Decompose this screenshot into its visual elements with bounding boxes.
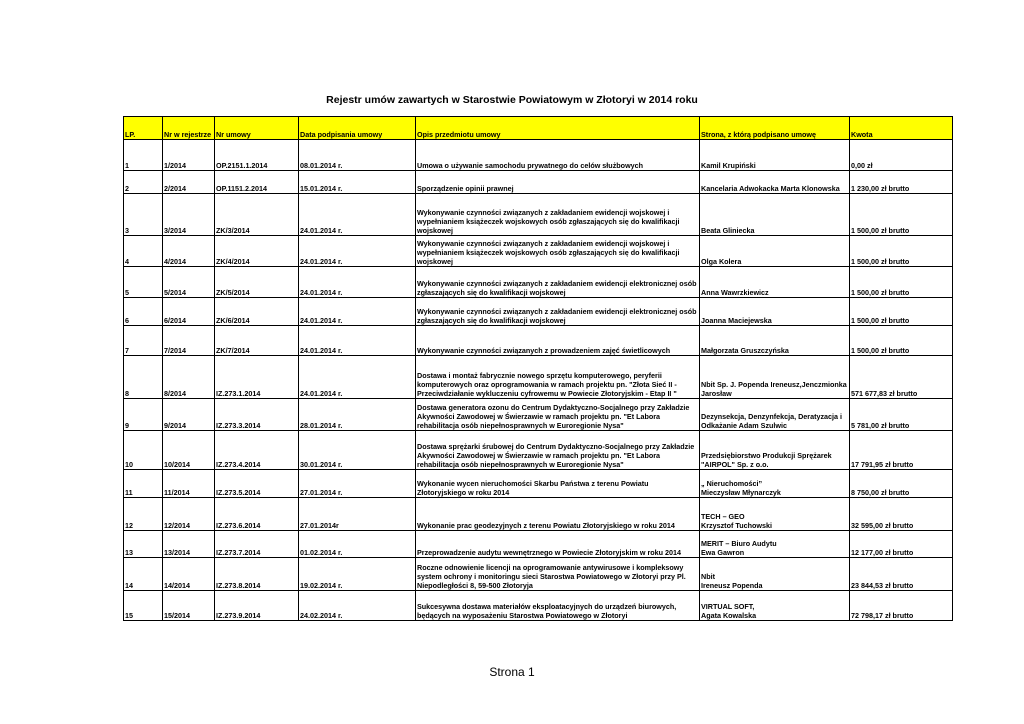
page-number: Strona 1: [489, 665, 535, 679]
table-row: [124, 431, 953, 470]
header-opis: Opis przedmiotu umowy: [416, 117, 700, 140]
cell-opis: Wykonywanie czynności związanych z zakładaniem ewidencji wojskowej i wypełnianiem książeczek wojskowych osób zgłaszających się do kwalifikacji wojskowej: [416, 236, 700, 267]
table-row: [124, 356, 953, 399]
cell-nr-rejestr: 3/2014: [163, 194, 215, 236]
cell-nr-umowy: ZK/4/2014: [215, 236, 299, 267]
cell-nr-rejestr: 11/2014: [163, 470, 215, 498]
cell-opis: Przeprowadzenie audytu wewnętrznego w Powiecie Złotoryjskim w roku 2014: [416, 531, 700, 558]
cell-kwota: 23 844,53 zł brutto: [850, 558, 953, 591]
cell-data: 24.01.2014 r.: [299, 326, 416, 356]
cell-opis: Wykonanie wycen nieruchomości Skarbu Państwa z terenu Powiatu Złotoryjskiego w roku 2014: [416, 470, 700, 498]
cell-strona: Joanna Maciejewska: [700, 298, 850, 326]
cell-strona: Nbit Ireneusz Popenda: [700, 558, 850, 591]
cell-data: 27.01.2014r: [299, 498, 416, 531]
cell-strona: Anna Wawrzkiewicz: [700, 267, 850, 298]
table-row: [124, 171, 953, 194]
cell-nr-rejestr: 12/2014: [163, 498, 215, 531]
table-row: [124, 298, 953, 326]
cell-data: 15.01.2014 r.: [299, 171, 416, 194]
table-row: [124, 591, 953, 621]
table-header-row: [124, 117, 953, 140]
cell-kwota: 0,00 zł: [850, 140, 953, 171]
cell-kwota: 32 595,00 zł brutto: [850, 498, 953, 531]
cell-lp: 5: [124, 267, 163, 298]
cell-kwota: 1 500,00 zł brutto: [850, 194, 953, 236]
cell-nr-rejestr: 6/2014: [163, 298, 215, 326]
cell-lp: 7: [124, 326, 163, 356]
header-kwota: Kwota: [850, 117, 953, 140]
cell-nr-rejestr: 4/2014: [163, 236, 215, 267]
contracts-table: [123, 116, 953, 621]
cell-data: 30.01.2014 r.: [299, 431, 416, 470]
cell-lp: 2: [124, 171, 163, 194]
cell-kwota: 571 677,83 zł brutto: [850, 356, 953, 399]
cell-lp: 15: [124, 591, 163, 621]
cell-strona: Dezynsekcja, Denzynfekcja, Deratyzacja i Odkażanie Adam Szulwic: [700, 399, 850, 431]
table-row: [124, 558, 953, 591]
cell-opis: Roczne odnowienie licencji na oprogramowanie antywirusowe i kompleksowy system ochrony i monitoringu sieci Starostwa Powiatowego w Złotoryi przy Pl. Niepodległości 8, 59-500 Złotoryja: [416, 558, 700, 591]
cell-nr-umowy: IZ.273.3.2014: [215, 399, 299, 431]
cell-lp: 4: [124, 236, 163, 267]
cell-kwota: 1 230,00 zł brutto: [850, 171, 953, 194]
table-row: [124, 194, 953, 236]
cell-nr-umowy: IZ.273.6.2014: [215, 498, 299, 531]
cell-data: 28.01.2014 r.: [299, 399, 416, 431]
cell-lp: 1: [124, 140, 163, 171]
header-nr-rejestr: Nr w rejestrze: [163, 117, 215, 140]
header-nr-umowy: Nr umowy: [215, 117, 299, 140]
cell-opis: Umowa o używanie samochodu prywatnego do celów służbowych: [416, 140, 700, 171]
cell-nr-umowy: OP.1151.2.2014: [215, 171, 299, 194]
cell-nr-rejestr: 7/2014: [163, 326, 215, 356]
cell-lp: 10: [124, 431, 163, 470]
cell-nr-rejestr: 5/2014: [163, 267, 215, 298]
cell-strona: Przedsiębiorstwo Produkcji Sprężarek "AIRPOL" Sp. z o.o.: [700, 431, 850, 470]
cell-lp: 3: [124, 194, 163, 236]
cell-kwota: 1 500,00 zł brutto: [850, 326, 953, 356]
cell-lp: 9: [124, 399, 163, 431]
cell-strona: Nbit Sp. J. Popenda Ireneusz,Jenczmionka Jarosław: [700, 356, 850, 399]
cell-nr-rejestr: 8/2014: [163, 356, 215, 399]
cell-nr-umowy: IZ.273.4.2014: [215, 431, 299, 470]
cell-nr-rejestr: 1/2014: [163, 140, 215, 171]
cell-nr-rejestr: 9/2014: [163, 399, 215, 431]
cell-data: 24.01.2014 r.: [299, 267, 416, 298]
header-lp: LP.: [124, 117, 163, 140]
cell-opis: Wykonywanie czynności związanych z zakładaniem ewidencji elektronicznej osób zgłaszających się do kwalifikacji wojskowej: [416, 267, 700, 298]
cell-nr-umowy: IZ.273.1.2014: [215, 356, 299, 399]
cell-nr-rejestr: 15/2014: [163, 591, 215, 621]
cell-strona: Kancelaria Adwokacka Marta Klonowska: [700, 171, 850, 194]
cell-lp: 11: [124, 470, 163, 498]
cell-opis: Wykonywanie czynności związanych z zakładaniem ewidencji elektronicznej osób zgłaszających się do kwalifikacji wojskowej: [416, 298, 700, 326]
cell-strona: Małgorzata Gruszczyńska: [700, 326, 850, 356]
cell-nr-rejestr: 14/2014: [163, 558, 215, 591]
cell-nr-rejestr: 13/2014: [163, 531, 215, 558]
cell-strona: Beata Gliniecka: [700, 194, 850, 236]
cell-data: 24.01.2014 r.: [299, 236, 416, 267]
cell-opis: Sukcesywna dostawa materiałów eksploatacyjnych do urządzeń biurowych, będących na wyposażeniu Starostwa Powiatowego w Złotoryi: [416, 591, 700, 621]
cell-strona: „ Nieruchomości” Mieczysław Młynarczyk: [700, 470, 850, 498]
cell-lp: 6: [124, 298, 163, 326]
cell-data: 08.01.2014 r.: [299, 140, 416, 171]
cell-kwota: 8 750,00 zł brutto: [850, 470, 953, 498]
cell-data: 24.02.2014 r.: [299, 591, 416, 621]
cell-opis: Wykonywanie czynności związanych z zakładaniem ewidencji wojskowej i wypełnianiem książeczek wojskowych osób zgłaszających się do kwalifikacji wojskowej: [416, 194, 700, 236]
table-row: [124, 140, 953, 171]
cell-opis: Wykonywanie czynności związanych z prowadzeniem zajęć świetlicowych: [416, 326, 700, 356]
cell-nr-umowy: IZ.273.7.2014: [215, 531, 299, 558]
table-row: [124, 326, 953, 356]
table-row: [124, 470, 953, 498]
cell-nr-rejestr: 2/2014: [163, 171, 215, 194]
cell-kwota: 72 798,17 zł brutto: [850, 591, 953, 621]
cell-opis: Dostawa generatora ozonu do Centrum Dydaktyczno-Socjalnego przy Zakładzie Akywności Zawodowej w Świerzawie w ramach projektu pn. "Et Labora rehabilitacja osób niepełnosprawnych w Euroregionie Nysa": [416, 399, 700, 431]
cell-lp: 12: [124, 498, 163, 531]
cell-data: 01.02.2014 r.: [299, 531, 416, 558]
cell-lp: 8: [124, 356, 163, 399]
cell-kwota: 1 500,00 zł brutto: [850, 267, 953, 298]
header-data: Data podpisania umowy: [299, 117, 416, 140]
header-strona: Strona, z którą podpisano umowę: [700, 117, 850, 140]
table-row: [124, 531, 953, 558]
cell-opis: Sporządzenie opinii prawnej: [416, 171, 700, 194]
cell-nr-umowy: ZK/5/2014: [215, 267, 299, 298]
cell-nr-umowy: ZK/3/2014: [215, 194, 299, 236]
cell-opis: Dostawa sprężarki śrubowej do Centrum Dydaktyczno-Socjalnego przy Zakładzie Akywności Zawodowej w Świerzawie w ramach projektu pn. "Et Labora rehabilitacja osób niepełnosprawnych w Euroregionie Nysa": [416, 431, 700, 470]
cell-strona: Kamil Krupiński: [700, 140, 850, 171]
cell-data: 24.01.2014 r.: [299, 356, 416, 399]
table-row: [124, 236, 953, 267]
cell-lp: 14: [124, 558, 163, 591]
cell-kwota: 12 177,00 zł brutto: [850, 531, 953, 558]
cell-opis: Dostawa i montaż fabrycznie nowego sprzętu komputerowego, peryferii komputerowych oraz oprogramowania w ramach projektu pn. "Złota Sieć II - Przeciwdziałanie wykluczeniu cyfrowemu w Powiecie Złotoryjskim - Etap II ": [416, 356, 700, 399]
document-title: Rejestr umów zawartych w Starostwie Powiatowym w Złotoryi w 2014 roku: [326, 94, 698, 106]
cell-nr-umowy: ZK/6/2014: [215, 298, 299, 326]
cell-nr-umowy: ZK/7/2014: [215, 326, 299, 356]
cell-nr-umowy: IZ.273.9.2014: [215, 591, 299, 621]
cell-data: 24.01.2014 r.: [299, 298, 416, 326]
cell-data: 24.01.2014 r.: [299, 194, 416, 236]
table-row: [124, 267, 953, 298]
cell-kwota: 1 500,00 zł brutto: [850, 298, 953, 326]
cell-data: 19.02.2014 r.: [299, 558, 416, 591]
table-row: [124, 399, 953, 431]
cell-opis: Wykonanie prac geodezyjnych z terenu Powiatu Złotoryjskiego w roku 2014: [416, 498, 700, 531]
cell-strona: VIRTUAL SOFT, Agata Kowalska: [700, 591, 850, 621]
cell-kwota: 17 791,95 zł brutto: [850, 431, 953, 470]
cell-strona: Olga Kolera: [700, 236, 850, 267]
cell-nr-umowy: IZ.273.8.2014: [215, 558, 299, 591]
cell-nr-umowy: IZ.273.5.2014: [215, 470, 299, 498]
table-row: [124, 498, 953, 531]
cell-lp: 13: [124, 531, 163, 558]
cell-nr-umowy: OP.2151.1.2014: [215, 140, 299, 171]
cell-data: 27.01.2014 r.: [299, 470, 416, 498]
cell-strona: TECH – GEO Krzysztof Tuchowski: [700, 498, 850, 531]
cell-strona: MERIT – Biuro Audytu Ewa Gawron: [700, 531, 850, 558]
cell-nr-rejestr: 10/2014: [163, 431, 215, 470]
cell-kwota: 1 500,00 zł brutto: [850, 236, 953, 267]
cell-kwota: 5 781,00 zł brutto: [850, 399, 953, 431]
